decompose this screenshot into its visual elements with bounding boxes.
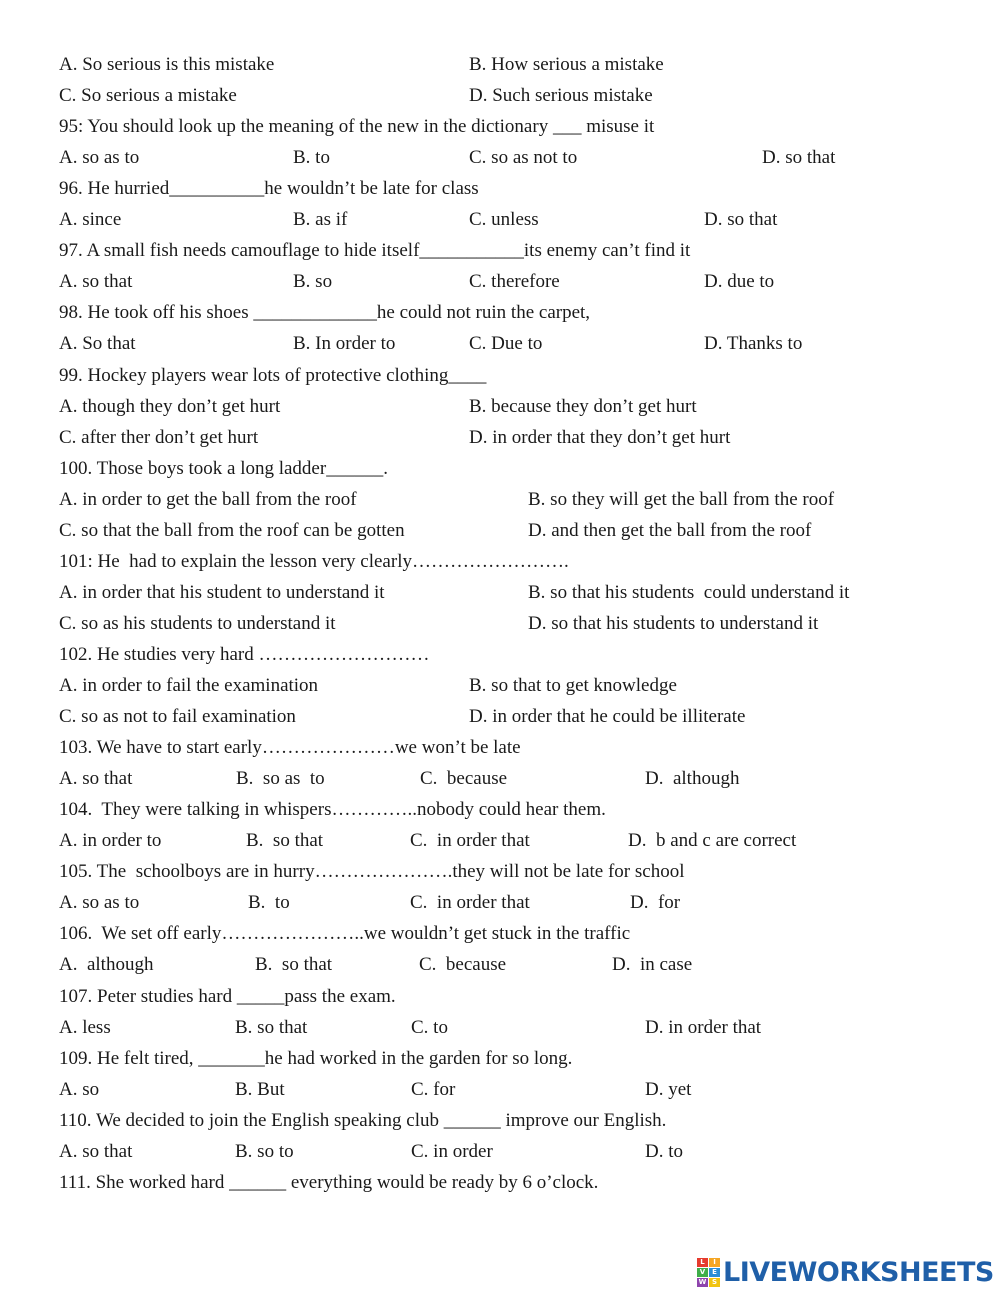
option-b: D. and then get the ball from the roof — [528, 519, 812, 541]
option-a: A. in order that his student to understand it — [59, 581, 385, 603]
options-line — [0, 1137, 1000, 1167]
question-line — [0, 1168, 1000, 1198]
options-line — [0, 888, 1000, 918]
question-line — [0, 857, 1000, 887]
option-a: A. since — [59, 209, 122, 231]
options-line — [0, 1013, 1000, 1043]
question-line — [0, 795, 1000, 825]
option-c: C. therefore — [469, 271, 560, 293]
logo-tile: W — [698, 1278, 707, 1286]
option-d: D. b and c are correct — [628, 830, 797, 852]
question-line — [0, 298, 1000, 328]
option-b: B. so that — [235, 1016, 308, 1038]
option-b: B. so that — [246, 830, 324, 852]
question-text: 103. We have to start early…………………we won’t be late — [59, 737, 521, 759]
question-line — [0, 1106, 1000, 1136]
option-b: B. But — [235, 1078, 285, 1100]
option-b: B. How serious a mistake — [469, 54, 664, 75]
option-b: B. so that — [255, 954, 333, 976]
liveworksheets-wordmark: LIVEWORKSHEETS — [723, 1256, 994, 1288]
options-line — [0, 826, 1000, 856]
question-line — [0, 547, 1000, 577]
question-text: 96. He hurried__________he wouldn’t be late for class — [59, 178, 479, 200]
options-line — [0, 1075, 1000, 1105]
options-line — [0, 392, 1000, 422]
options-line — [0, 485, 1000, 515]
option-a: A. so that — [59, 768, 133, 790]
option-c: C. in order that — [410, 892, 530, 914]
option-b: D. so that his students to understand it — [528, 612, 819, 634]
option-b: B. because they don’t get hurt — [469, 395, 697, 417]
option-a: A. in order to — [59, 830, 162, 852]
option-b: B. so — [293, 271, 333, 293]
option-b: B. to — [293, 147, 330, 169]
option-c: C. for — [411, 1078, 456, 1100]
logo-tile: S — [709, 1278, 720, 1287]
options-line — [0, 516, 1000, 546]
question-text: 105. The schoolboys are in hurry………………….they will not be late for school — [59, 861, 685, 883]
options-line — [0, 764, 1000, 794]
option-b: D. Such serious mistake — [469, 85, 653, 107]
options-line — [0, 143, 1000, 173]
option-a: A. so as to — [59, 147, 140, 169]
options-line — [0, 81, 1000, 111]
option-c: C. Due to — [469, 333, 543, 355]
option-b: B. so they will get the ball from the roof — [528, 488, 835, 510]
option-a: A. in order to get the ball from the roof — [59, 488, 357, 510]
option-a: A. though they don’t get hurt — [59, 395, 281, 417]
option-d: D. Thanks to — [704, 333, 803, 355]
option-b: B. In order to — [293, 333, 396, 355]
option-d: D. to — [645, 1140, 683, 1162]
question-line — [0, 982, 1000, 1012]
option-b: B. so that his students could understand it — [528, 581, 850, 603]
option-c: C. unless — [469, 209, 539, 231]
question-line — [0, 112, 1000, 142]
option-a: A. so as to — [59, 892, 140, 914]
option-b: B. so to — [235, 1140, 294, 1162]
option-c: C. in order that — [410, 830, 530, 852]
liveworksheets-logo — [697, 1254, 994, 1290]
question-text: 109. He felt tired, _______he had worked in the garden for so long. — [59, 1047, 573, 1069]
option-c: C. in order — [411, 1140, 493, 1162]
logo-tile: E — [709, 1268, 720, 1277]
logo-tile: I — [709, 1258, 720, 1267]
option-b: D. in order that he could be illiterate — [469, 706, 746, 728]
option-d: D. in case — [612, 954, 693, 976]
option-a: A. so that — [59, 1140, 133, 1162]
option-a: A. so that — [59, 271, 133, 293]
question-text: 98. He took off his shoes _____________he could not ruin the carpet, — [59, 302, 591, 324]
options-line — [0, 267, 1000, 297]
question-text: 101: He had to explain the lesson very clearly……………………. — [59, 550, 569, 572]
question-line — [0, 919, 1000, 949]
question-text: 107. Peter studies hard _____pass the exam. — [59, 985, 396, 1007]
option-d: D. so that — [762, 147, 836, 169]
option-c: C. so as not to — [469, 147, 578, 169]
option-a: C. after ther don’t get hurt — [59, 426, 259, 448]
question-line — [0, 361, 1000, 391]
question-text: 100. Those boys took a long ladder______. — [59, 457, 388, 479]
option-a: A. less — [59, 1016, 111, 1038]
option-c: C. because — [419, 954, 507, 976]
question-text: 111. She worked hard ______ everything would be ready by 6 o’clock. — [59, 1171, 599, 1193]
option-a: A. in order to fail the examination — [59, 675, 319, 696]
option-b: B. to — [248, 892, 290, 914]
option-c: C. because — [420, 768, 508, 790]
option-b: D. in order that they don’t get hurt — [469, 426, 731, 448]
option-b: B. so that to get knowledge — [469, 675, 677, 696]
option-a: A. although — [59, 954, 154, 976]
option-b: B. so as to — [236, 768, 325, 790]
options-line — [0, 50, 1000, 80]
options-line — [0, 609, 1000, 639]
options-line — [0, 578, 1000, 608]
options-line — [0, 702, 1000, 732]
liveworksheets-logo-icon — [697, 1258, 719, 1286]
question-text: 97. A small fish needs camouflage to hide itself___________its enemy can’t find it — [59, 240, 691, 262]
option-a: C. so that the ball from the roof can be gotten — [59, 519, 405, 541]
question-line — [0, 174, 1000, 204]
question-line — [0, 640, 1000, 670]
option-d: D. although — [645, 768, 740, 790]
option-a: A. So serious is this mistake — [59, 54, 275, 75]
option-d: D. so that — [704, 209, 778, 231]
question-line — [0, 236, 1000, 266]
option-d: D. due to — [704, 271, 775, 293]
option-d: D. in order that — [645, 1016, 762, 1038]
option-a: C. so as his students to understand it — [59, 612, 336, 634]
question-line — [0, 733, 1000, 763]
option-c: C. to — [411, 1016, 448, 1038]
question-line — [0, 454, 1000, 484]
options-line — [0, 671, 1000, 701]
logo-tile: L — [697, 1258, 708, 1267]
question-line — [0, 1044, 1000, 1074]
option-b: B. as if — [293, 209, 348, 231]
options-line — [0, 423, 1000, 453]
options-line — [0, 950, 1000, 980]
option-a: A. so — [59, 1078, 100, 1100]
question-text: 95: You should look up the meaning of the new in the dictionary ___ misuse it — [59, 116, 655, 138]
options-line — [0, 329, 1000, 359]
logo-tile: V — [697, 1268, 708, 1277]
option-a: A. So that — [59, 333, 136, 355]
option-a: C. so as not to fail examination — [59, 706, 296, 728]
question-text: 106. We set off early…………………..we wouldn’t get stuck in the traffic — [59, 923, 631, 945]
option-a: C. So serious a mistake — [59, 85, 237, 107]
question-text: 102. He studies very hard ……………………… — [59, 643, 430, 665]
options-line — [0, 205, 1000, 235]
question-text: 104. They were talking in whispers…………..nobody could hear them. — [59, 799, 606, 821]
option-d: D. yet — [645, 1078, 692, 1100]
question-text: 110. We decided to join the English speaking club ______ improve our English. — [59, 1109, 667, 1131]
option-d: D. for — [630, 892, 681, 914]
question-text: 99. Hockey players wear lots of protective clothing____ — [59, 364, 487, 386]
